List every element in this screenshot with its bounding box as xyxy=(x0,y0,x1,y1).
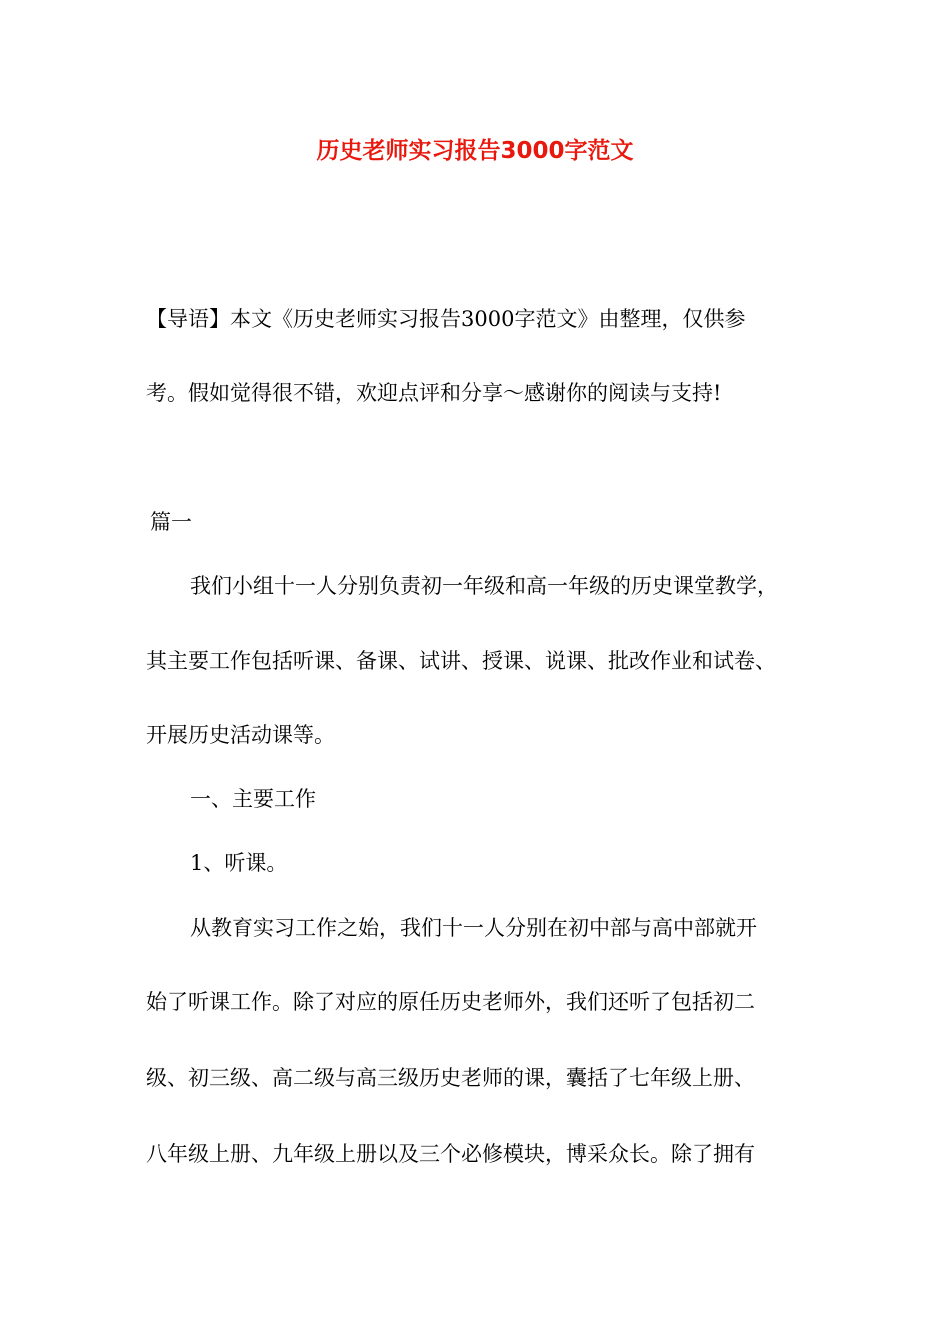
section-label: 篇一 xyxy=(150,510,192,534)
section-heading: 一、主要工作 xyxy=(190,787,316,811)
paragraph-line: 始了听课工作。除了对应的原任历史老师外，我们还听了包括初二 xyxy=(146,990,755,1014)
intro-line: 考。假如觉得很不错，欢迎点评和分享～感谢你的阅读与支持! xyxy=(146,381,722,405)
intro-line: 【导语】本文《历史老师实习报告3000字范文》由整理，仅供参 xyxy=(146,307,746,331)
paragraph-line: 八年级上册、九年级上册以及三个必修模块，博采众长。除了拥有 xyxy=(146,1142,755,1166)
paragraph-line: 从教育实习工作之始，我们十一人分别在初中部与高中部就开 xyxy=(190,916,757,940)
document-title: 历史老师实习报告3000字范文 xyxy=(316,138,634,164)
paragraph-line: 级、初三级、高二级与高三级历史老师的课，囊括了七年级上册、 xyxy=(146,1066,755,1090)
subsection-heading: 1、听课。 xyxy=(190,851,288,875)
paragraph-line: 其主要工作包括听课、备课、试讲、授课、说课、批改作业和试卷、 xyxy=(146,649,776,673)
paragraph-line: 我们小组十一人分别负责初一年级和高一年级的历史课堂教学， xyxy=(190,574,778,598)
paragraph-line: 开展历史活动课等。 xyxy=(146,723,335,747)
